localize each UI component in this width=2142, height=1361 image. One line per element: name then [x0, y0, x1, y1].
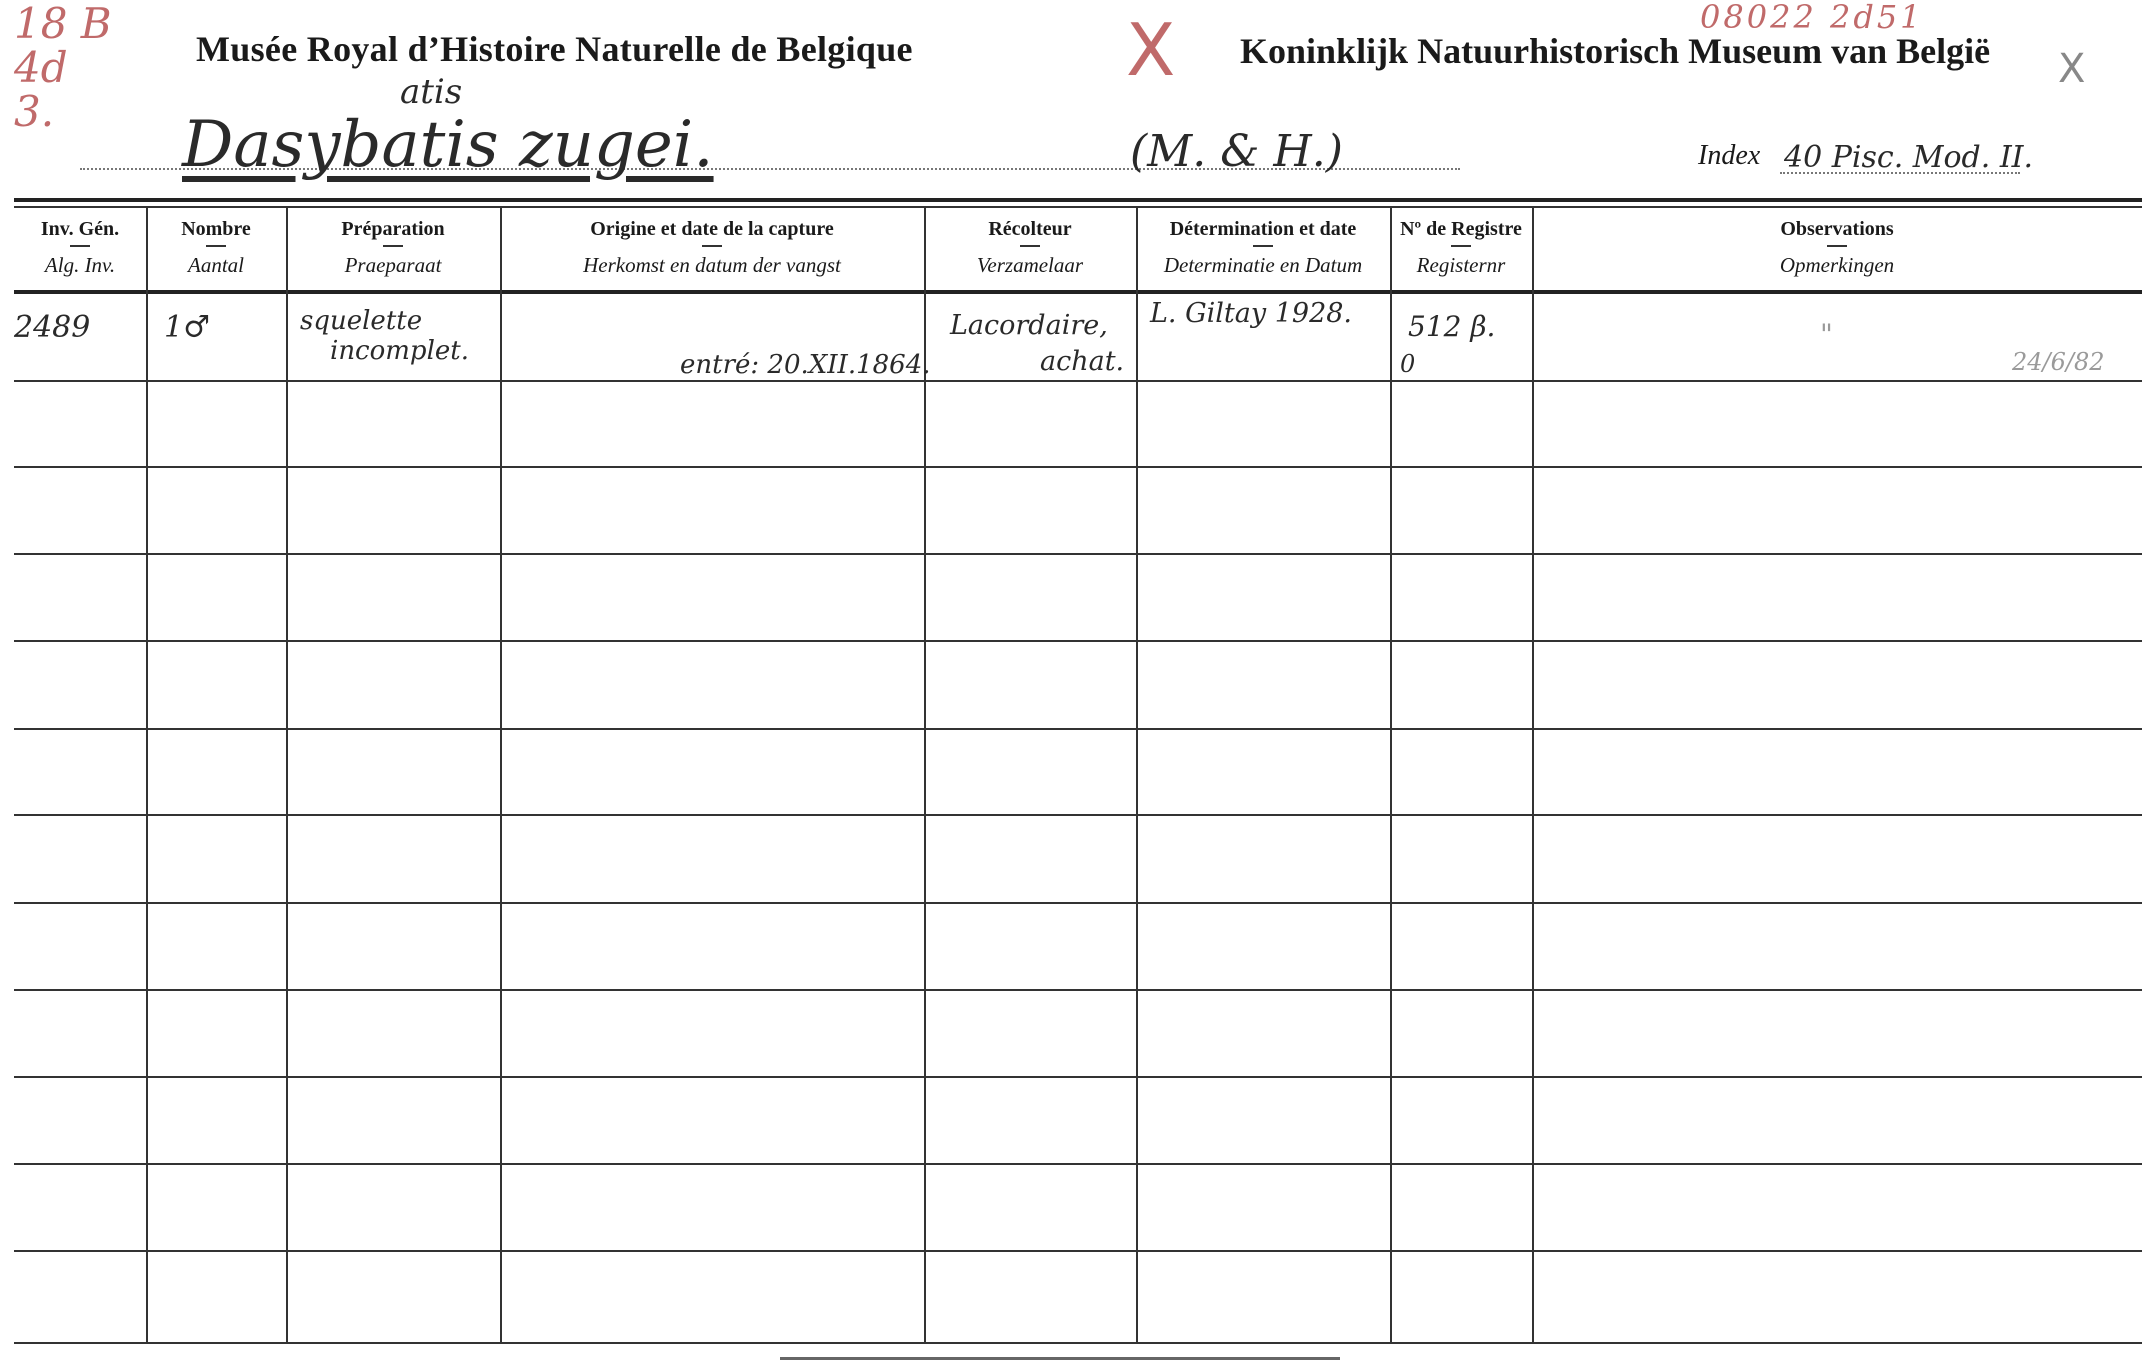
row-rule: [14, 728, 2142, 730]
header-dash: [1451, 245, 1471, 247]
row-rule: [14, 640, 2142, 642]
row-rule: [14, 814, 2142, 816]
column-header-nl: Registernr: [1416, 253, 1506, 277]
column-divider: [1390, 206, 1392, 1343]
column-header-nl: Opmerkingen: [1779, 253, 1895, 277]
institution-name-nl: Koninklijk Natuurhistorisch Museum van België: [1240, 31, 1991, 71]
column-header-preparation: [286, 218, 500, 278]
header-dash: [1827, 245, 1847, 247]
index-dotted-line: [1780, 172, 2020, 174]
entry-preparation-line2: incomplet.: [330, 336, 469, 366]
entry-register-sub: 0: [1400, 350, 1416, 378]
cross-mark-right: X: [2058, 46, 2086, 92]
column-divider: [286, 206, 288, 1343]
row-rule: [14, 989, 2142, 991]
column-header-fr: Origine et date de la capture: [590, 218, 834, 240]
column-header-determination: [1136, 218, 1390, 278]
column-header-nl: Alg. Inv.: [44, 253, 116, 277]
entry-origin: entré: 20.XII.1864.: [680, 350, 931, 380]
row-rule: [14, 1342, 2142, 1344]
column-header-fr: Préparation: [341, 218, 445, 240]
column-header-fr: Observations: [1780, 218, 1894, 240]
species-correction: atis: [400, 72, 463, 112]
header-dash: [1253, 245, 1273, 247]
entry-inventory-number: 2489: [14, 310, 91, 345]
row-rule: [14, 1076, 2142, 1078]
row-rule: [14, 553, 2142, 555]
corner-note-right: 08022 2d51: [1700, 0, 1924, 36]
column-header-origin: [500, 218, 924, 278]
column-divider: [500, 206, 502, 1343]
table-header-top-rule: [14, 206, 2142, 208]
column-header-collector: [924, 218, 1136, 278]
column-header-inventory: [14, 218, 146, 278]
entry-register-number: 512 β.: [1408, 310, 1496, 343]
column-divider: [1136, 206, 1138, 1343]
species-author: (M. & H.): [1130, 126, 1343, 177]
corner-note-left: 18 B 4d 3.: [14, 0, 112, 136]
column-header-count: [146, 218, 286, 278]
header-dash: [702, 245, 722, 247]
column-header-fr: Nº de Registre: [1400, 218, 1522, 240]
column-header-nl: Verzamelaar: [976, 253, 1084, 277]
entry-observations: ": [1820, 318, 1833, 351]
column-header-nl: Herkomst en datum der vangst: [583, 253, 841, 277]
institution-name-fr: Musée Royal d’Histoire Naturelle de Belgique: [196, 29, 913, 69]
cross-mark-center: X: [1126, 8, 1176, 92]
entry-count: 1♂: [164, 310, 210, 345]
column-header-nl: Determinatie en Datum: [1163, 253, 1363, 277]
column-header-fr: Nombre: [181, 218, 251, 240]
table-top-rule: [14, 198, 2142, 202]
entry-determination: L. Giltay 1928.: [1150, 298, 1353, 329]
header-dash: [70, 245, 90, 247]
header-dash: [206, 245, 226, 247]
header-dash: [383, 245, 403, 247]
entry-collector-line1: Lacordaire,: [950, 310, 1108, 341]
column-header-fr: Récolteur: [988, 218, 1072, 240]
column-header-fr: Détermination et date: [1169, 218, 1357, 240]
column-header-register: [1390, 218, 1532, 278]
card-bottom-edge: [780, 1357, 1340, 1360]
column-header-observations: [1532, 218, 2142, 278]
entry-observation-date: 24/6/82: [2012, 348, 2105, 376]
index-value: 40 Pisc. Mod. II.: [1784, 140, 2034, 175]
header-dash: [1020, 245, 1040, 247]
row-rule: [14, 466, 2142, 468]
row-rule: [14, 1250, 2142, 1252]
row-rule: [14, 380, 2142, 382]
index-label: Index: [1698, 140, 1761, 171]
entry-collector-line2: achat.: [1040, 346, 1125, 377]
entry-preparation-line1: squelette: [300, 306, 423, 336]
column-header-nl: Aantal: [188, 253, 244, 277]
column-header-nl: Praeparaat: [344, 253, 442, 277]
column-divider: [1532, 206, 1534, 1343]
table-header-bottom-rule: [14, 290, 2142, 294]
column-header-fr: Inv. Gén.: [40, 218, 120, 240]
species-name: Dasybatis zugei.: [182, 108, 714, 182]
row-rule: [14, 1163, 2142, 1165]
row-rule: [14, 902, 2142, 904]
column-divider: [146, 206, 148, 1343]
